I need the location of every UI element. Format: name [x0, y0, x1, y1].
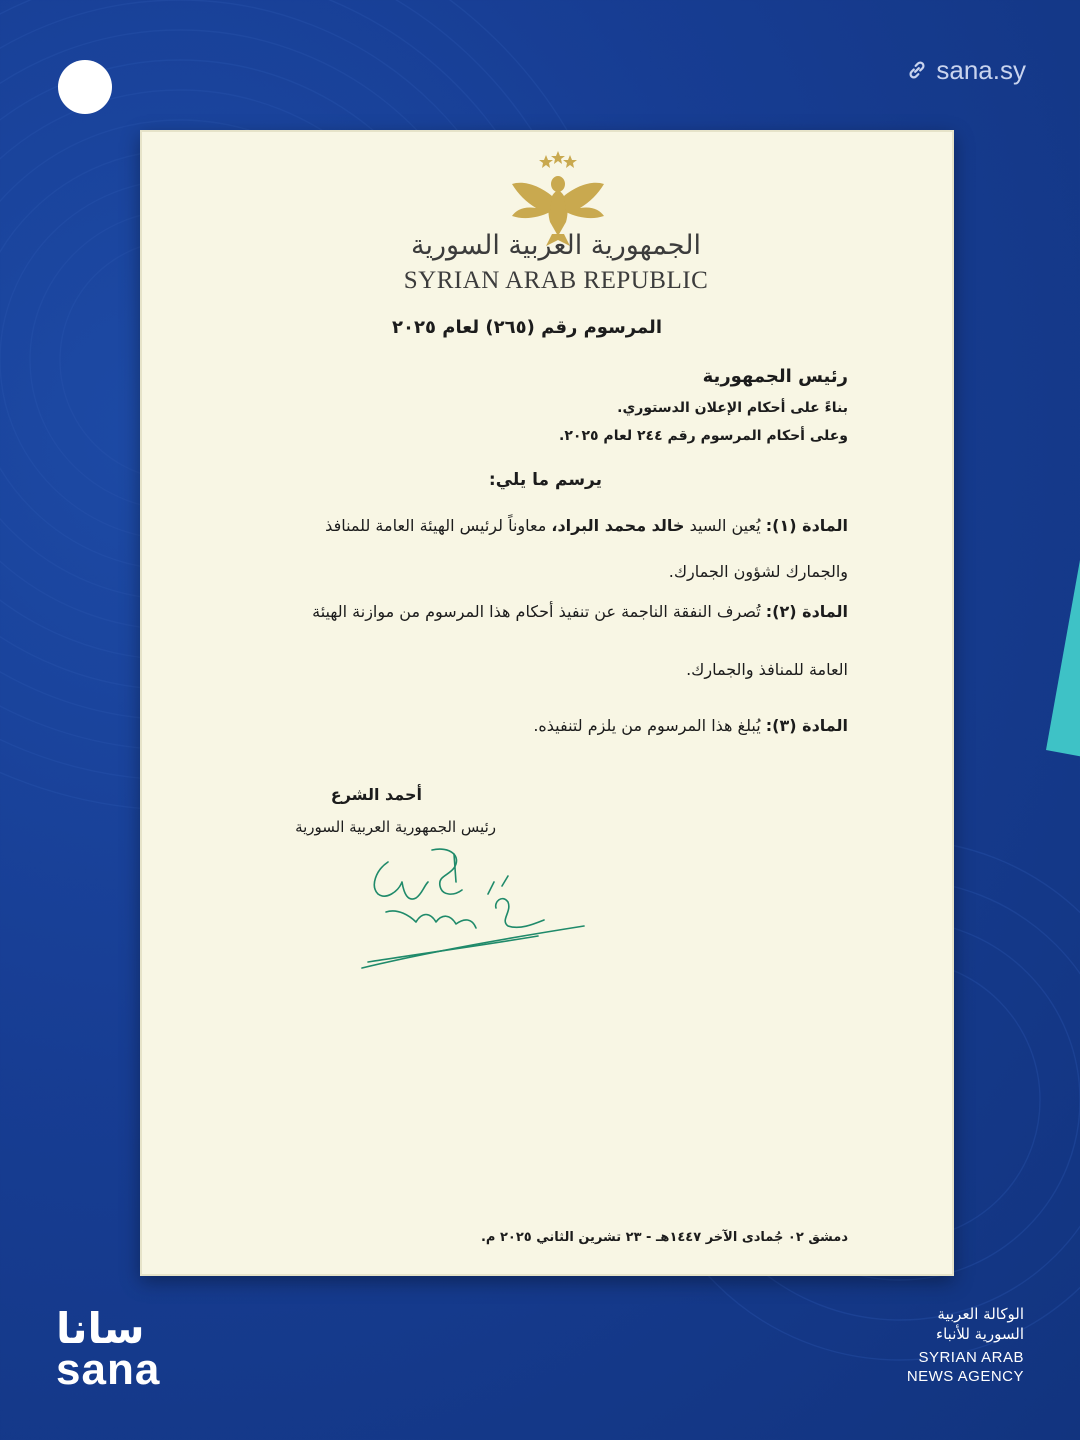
- agency-name-block: [824, 1304, 1024, 1386]
- decrees-intro: يرسم ما يلي:: [488, 470, 602, 490]
- sana-logo-english: sana: [56, 1345, 161, 1394]
- decree-title: المرسوم رقم (٢٦٥) لعام ٢٠٢٥: [392, 317, 662, 338]
- article-2-line-1: [312, 602, 848, 621]
- decree-document: [140, 130, 954, 1276]
- article-2-line-2: العامة للمنافذ والجمارك.: [686, 660, 848, 679]
- article-1-text-before: يُعين السيد: [689, 516, 761, 535]
- republic-name-arabic: الجمهورية العربية السورية: [411, 230, 701, 261]
- signature-image: [358, 842, 588, 972]
- date-line: دمشق ٠٢ جُمادى الآخر ١٤٤٧هـ - ٢٣ تشرين الثاني ٢٠٢٥ م.: [480, 1230, 848, 1245]
- agency-name-english-line-1: SYRIAN ARAB: [918, 1349, 1024, 1366]
- agency-name-english-line-2: NEWS AGENCY: [906, 1368, 1024, 1385]
- signatory-name: أحمد الشرع: [330, 785, 422, 804]
- teal-accent-shape: [1040, 560, 1080, 760]
- link-icon: [906, 59, 928, 81]
- article-3-text: يُبلغ هذا المرسوم من يلزم لتنفيذه.: [533, 716, 761, 735]
- agency-name-arabic-line-1: الوكالة العربية: [937, 1305, 1024, 1323]
- article-2-label: المادة (٢):: [765, 602, 848, 621]
- article-1-line-2: والجمارك لشؤون الجمارك.: [668, 562, 848, 581]
- signatory-title: رئيس الجمهورية العربية السورية: [295, 818, 496, 836]
- agency-name-arabic-line-2: السورية للأنباء: [936, 1325, 1024, 1343]
- preamble-line-2: وعلى أحكام المرسوم رقم ٢٤٤ لعام ٢٠٢٥.: [559, 428, 848, 444]
- sana-logo-arabic: سانا: [56, 1304, 145, 1353]
- article-3-label: المادة (٣):: [765, 716, 848, 735]
- article-2-text: تُصرف النفقة الناجمة عن تنفيذ أحكام هذا المرسوم من موازنة الهيئة: [312, 602, 761, 621]
- article-3-line: [533, 716, 848, 735]
- article-1-text-after: معاوناً لرئيس الهيئة العامة للمنافذ: [325, 516, 547, 535]
- issuer-title: رئيس الجمهورية: [702, 366, 848, 387]
- republic-name-english: SYRIAN ARAB REPUBLIC: [403, 267, 709, 294]
- decorative-dot: [58, 60, 112, 114]
- preamble-line-1: بناءً على أحكام الإعلان الدستوري.: [617, 400, 848, 416]
- site-link-text[interactable]: sana.sy: [936, 54, 1026, 85]
- site-link[interactable]: [906, 54, 1026, 86]
- article-1-label: المادة (١):: [765, 516, 848, 535]
- appointee-name: خالد محمد البراد،: [551, 516, 685, 535]
- article-1-line-1: [325, 516, 848, 535]
- sana-logo: [56, 1304, 206, 1394]
